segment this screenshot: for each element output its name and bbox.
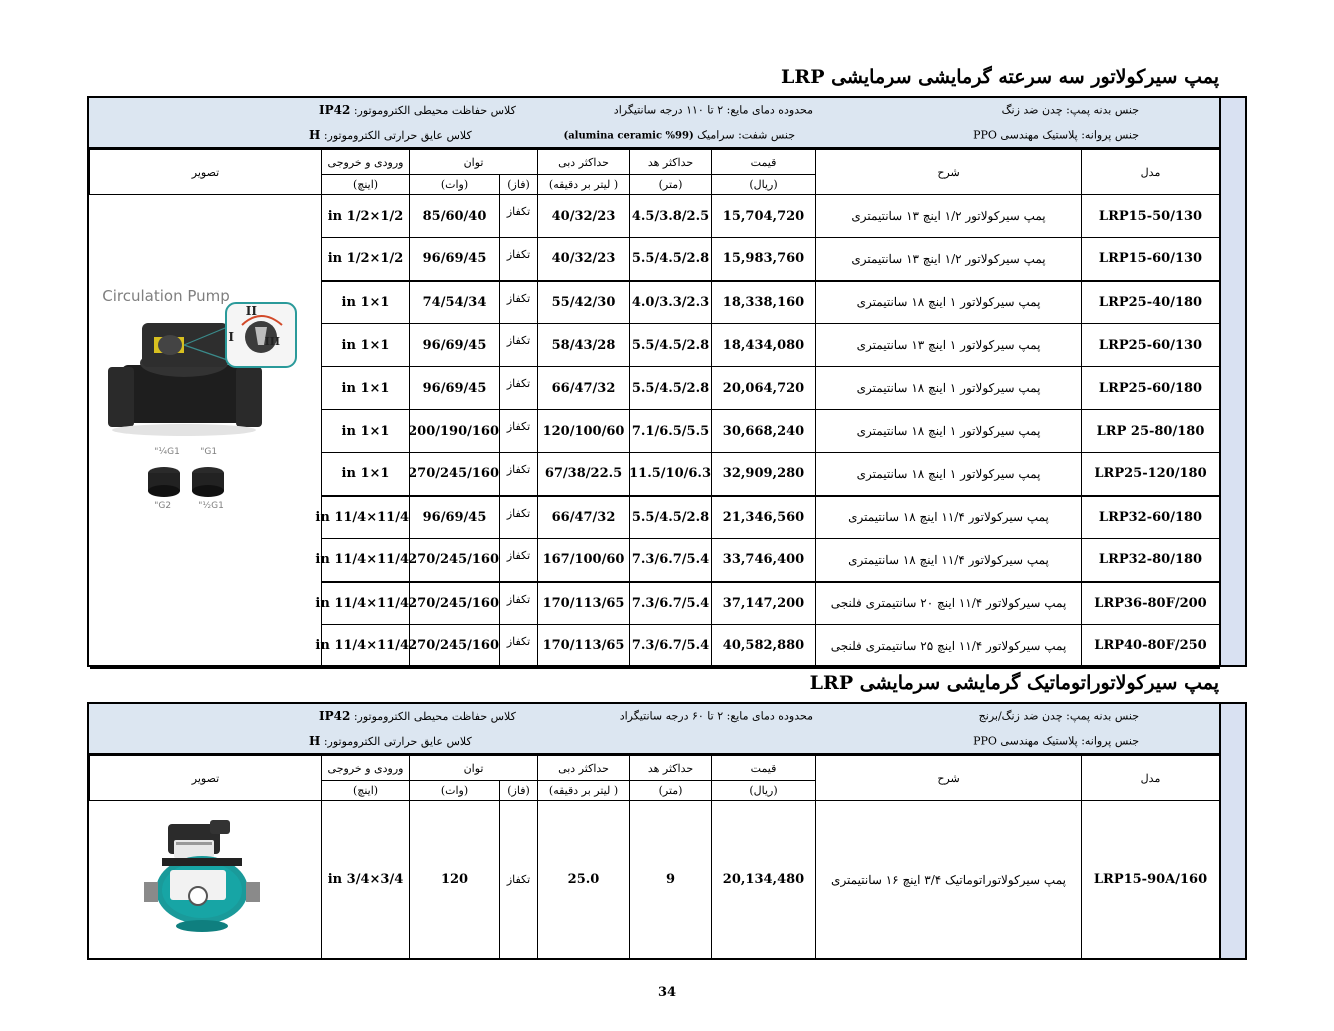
header-io-unit: (اینچ) — [322, 175, 410, 195]
pump-drawing — [92, 195, 318, 535]
io-cell: 1/2×1/2 in — [322, 238, 410, 281]
head-cell: 7.3/6.7/5.4 — [630, 625, 712, 668]
header-power-unit-2: (وات) — [410, 781, 500, 801]
shaft-material-value: (alumina ceramic %99) — [563, 130, 694, 141]
head-cell: 9 — [630, 801, 712, 959]
impeller-material-2: جنس پروانه: پلاستیک مهندسی PPO — [973, 734, 1139, 747]
auto-pump-image — [140, 818, 270, 938]
phase-cell: تکفاز — [500, 367, 538, 410]
head-cell: 7.3/6.7/5.4 — [630, 539, 712, 582]
section1-info-row1 — [89, 98, 1219, 123]
section2-info-row1 — [89, 704, 1219, 729]
flow-cell: 67/38/22.5 — [538, 453, 630, 496]
price-cell: 18,434,080 — [712, 324, 816, 367]
head-cell: 7.3/6.7/5.4 — [630, 582, 712, 625]
insulation-class-2 — [309, 734, 472, 748]
section1-sidebar — [1219, 98, 1245, 665]
model-cell: LRP40-80F/250 — [1082, 625, 1220, 668]
svg-text:III: III — [264, 335, 281, 348]
phase-cell: تکفاز — [500, 625, 538, 668]
protection-class-value: IP42 — [319, 103, 351, 117]
phase-cell: تکفاز — [500, 582, 538, 625]
header-phase-unit-2: (فاز) — [500, 781, 538, 801]
body-material-2: جنس بدنه پمپ: چدن ضد زنگ/برنج — [978, 709, 1139, 723]
price-cell: 20,134,480 — [712, 801, 816, 959]
protection-class-value-2: IP42 — [319, 709, 351, 723]
header-price-2: قیمت — [712, 756, 816, 781]
phase-cell: تکفاز — [500, 496, 538, 539]
price-cell: 30,668,240 — [712, 410, 816, 453]
section1-price-table — [89, 149, 1220, 669]
header-description: شرح — [816, 150, 1082, 195]
flow-cell: 40/32/23 — [538, 195, 630, 238]
flow-cell: 40/32/23 — [538, 238, 630, 281]
fitting-label-g1-quarter: G1¼" — [154, 447, 180, 457]
price-cell: 20,064,720 — [712, 367, 816, 410]
phase-cell: تکفاز — [500, 801, 538, 959]
io-cell: 1×1 in — [322, 324, 410, 367]
description-cell: پمپ سیرکولاتور ۱۱/۴ اینچ ۲۰ سانتیمتری فلنجی — [816, 582, 1082, 625]
product-image-cell — [90, 801, 322, 959]
header-io-2: ورودی و خروجی — [322, 756, 410, 781]
flow-cell: 25.0 — [538, 801, 630, 959]
table-row — [90, 195, 1220, 238]
body-material: جنس بدنه پمپ: چدن ضد زنگ — [1001, 103, 1139, 117]
description-cell: پمپ سیرکولاتوراتوماتیک ۳/۴ اینچ ۱۶ سانتیمتری — [816, 801, 1082, 959]
flow-cell: 170/113/65 — [538, 582, 630, 625]
model-cell: LRP25-120/180 — [1082, 453, 1220, 496]
power-cell: 270/245/160 — [410, 582, 500, 625]
fitting-label-g1: G1" — [200, 447, 218, 457]
model-cell: LRP32-80/180 — [1082, 539, 1220, 582]
shaft-material-label: جنس شفت: سرامیک — [697, 128, 795, 141]
io-cell: 3/4×3/4 in — [322, 801, 410, 959]
phase-cell: تکفاز — [500, 281, 538, 324]
model-cell: LRP15-50/130 — [1082, 195, 1220, 238]
power-cell: 270/245/160 — [410, 625, 500, 668]
head-cell: 7.1/6.5/5.5 — [630, 410, 712, 453]
section1-info-row2 — [89, 122, 1219, 149]
head-cell: 11.5/10/6.3 — [630, 453, 712, 496]
protection-class-label: کلاس حفاظت محیطی الکتروموتور: — [353, 104, 516, 117]
io-cell: 1/2×1/2 in — [322, 195, 410, 238]
head-cell: 5.5/4.5/2.8 — [630, 367, 712, 410]
header-power-unit: (وات) — [410, 175, 500, 195]
liquid-temp-range-2: محدوده دمای مایع: ۲ تا ۶۰ درجه سانتیگراد — [619, 709, 813, 723]
description-cell: پمپ سیرکولاتور ۱ اینچ ۱۸ سانتیمتری — [816, 281, 1082, 324]
impeller-material: جنس پروانه: پلاستیک مهندسی PPO — [973, 128, 1139, 141]
price-cell: 15,983,760 — [712, 238, 816, 281]
phase-cell: تکفاز — [500, 195, 538, 238]
section1-table-frame — [87, 96, 1247, 667]
section2-table-frame — [87, 702, 1247, 960]
flow-cell: 66/47/32 — [538, 496, 630, 539]
power-cell: 120 — [410, 801, 500, 959]
phase-cell: تکفاز — [500, 410, 538, 453]
table-row — [90, 801, 1220, 959]
header-power-2: توان — [410, 756, 538, 781]
power-cell: 96/69/45 — [410, 367, 500, 410]
description-cell: پمپ سیرکولاتور ۱۱/۴ اینچ ۱۸ سانتیمتری — [816, 496, 1082, 539]
header-head-unit-2: (متر) — [630, 781, 712, 801]
circulation-pump-illustration — [92, 195, 318, 535]
phase-cell: تکفاز — [500, 453, 538, 496]
price-cell: 18,338,160 — [712, 281, 816, 324]
power-cell: 270/245/160 — [410, 539, 500, 582]
header-model-2: مدل — [1082, 756, 1220, 801]
power-cell: 96/69/45 — [410, 496, 500, 539]
model-cell: LRP15-90A/160 — [1082, 801, 1220, 959]
fitting-label-g1-half: G1½" — [198, 501, 224, 511]
io-cell: 11/4×11/4 in — [322, 582, 410, 625]
svg-text:I: I — [228, 330, 235, 344]
header-flow-2: حداکثر دبی — [538, 756, 630, 781]
flow-cell: 120/100/60 — [538, 410, 630, 453]
model-cell: LRP25-60/130 — [1082, 324, 1220, 367]
header-price-unit-2: (ریال) — [712, 781, 816, 801]
header-image-2: تصویر — [90, 756, 322, 801]
page-number: 34 — [657, 985, 677, 1000]
price-cell: 15,704,720 — [712, 195, 816, 238]
power-cell: 200/190/160 — [410, 410, 500, 453]
description-cell: پمپ سیرکولاتور ۱۱/۴ اینچ ۱۸ سانتیمتری — [816, 539, 1082, 582]
head-cell: 5.5/4.5/2.8 — [630, 324, 712, 367]
phase-cell: تکفاز — [500, 539, 538, 582]
description-cell: پمپ سیرکولاتور ۱ اینچ ۱۸ سانتیمتری — [816, 453, 1082, 496]
power-cell: 96/69/45 — [410, 324, 500, 367]
price-cell: 37,147,200 — [712, 582, 816, 625]
header-image: تصویر — [90, 150, 322, 195]
description-cell: پمپ سیرکولاتور ۱ اینچ ۱۸ سانتیمتری — [816, 410, 1082, 453]
svg-text:II: II — [246, 304, 258, 318]
insulation-class-value: H — [309, 127, 321, 142]
header-io-unit-2: (اینچ) — [322, 781, 410, 801]
io-cell: 11/4×11/4 in — [322, 539, 410, 582]
header-model: مدل — [1082, 150, 1220, 195]
header-power: توان — [410, 150, 538, 175]
flow-cell: 66/47/32 — [538, 367, 630, 410]
header-head: حداکثر هد — [630, 150, 712, 175]
protection-class-2 — [319, 709, 516, 723]
io-cell: 1×1 in — [322, 453, 410, 496]
model-cell: LRP 25-80/180 — [1082, 410, 1220, 453]
model-cell: LRP25-60/180 — [1082, 367, 1220, 410]
flow-cell: 170/113/65 — [538, 625, 630, 668]
section1-title: پمپ سیرکولاتور سه سرعته گرمایشی سرمایشی LRP — [781, 66, 1219, 88]
header-flow-unit-2: ( لیتر بر دقیقه) — [538, 781, 630, 801]
head-cell: 4.5/3.8/2.5 — [630, 195, 712, 238]
head-cell: 4.0/3.3/2.3 — [630, 281, 712, 324]
price-cell: 32,909,280 — [712, 453, 816, 496]
power-cell: 85/60/40 — [410, 195, 500, 238]
header-price-unit: (ریال) — [712, 175, 816, 195]
io-cell: 1×1 in — [322, 281, 410, 324]
insulation-class-label-2: کلاس عایق حرارتی الکتروموتور: — [323, 734, 472, 748]
liquid-temp-range: محدوده دمای مایع: ۲ تا ۱۱۰ درجه سانتیگراد — [613, 103, 813, 117]
head-cell: 5.5/4.5/2.8 — [630, 496, 712, 539]
fitting-label-g2: G2" — [154, 501, 172, 511]
insulation-class-label: کلاس عایق حرارتی الکتروموتور: — [323, 128, 472, 142]
shaft-material — [563, 128, 795, 141]
power-cell: 270/245/160 — [410, 453, 500, 496]
flow-cell: 167/100/60 — [538, 539, 630, 582]
price-cell: 33,746,400 — [712, 539, 816, 582]
description-cell: پمپ سیرکولاتور ۱/۲ اینچ ۱۳ سانتیمتری — [816, 238, 1082, 281]
section2-info-row2 — [89, 728, 1219, 755]
header-phase-unit: (فاز) — [500, 175, 538, 195]
io-cell: 1×1 in — [322, 410, 410, 453]
model-cell: LRP36-80F/200 — [1082, 582, 1220, 625]
header-description-2: شرح — [816, 756, 1082, 801]
insulation-class-value-2: H — [309, 733, 321, 748]
header-flow-unit: ( لیتر بر دقیقه) — [538, 175, 630, 195]
header-head-unit: (متر) — [630, 175, 712, 195]
io-cell: 11/4×11/4 in — [322, 496, 410, 539]
section2-price-table — [89, 755, 1220, 959]
pump-caption: Circulation Pump — [102, 287, 230, 305]
model-cell: LRP15-60/130 — [1082, 238, 1220, 281]
description-cell: پمپ سیرکولاتور ۱/۲ اینچ ۱۳ سانتیمتری — [816, 195, 1082, 238]
io-cell: 11/4×11/4 in — [322, 625, 410, 668]
section2-sidebar — [1219, 704, 1245, 958]
model-cell: LRP32-60/180 — [1082, 496, 1220, 539]
flow-cell: 55/42/30 — [538, 281, 630, 324]
description-cell: پمپ سیرکولاتور ۱ اینچ ۱۸ سانتیمتری — [816, 367, 1082, 410]
insulation-class — [309, 128, 472, 142]
protection-class-label-2: کلاس حفاظت محیطی الکتروموتور: — [353, 710, 516, 723]
header-price: قیمت — [712, 150, 816, 175]
power-cell: 74/54/34 — [410, 281, 500, 324]
header-flow: حداکثر دبی — [538, 150, 630, 175]
phase-cell: تکفاز — [500, 238, 538, 281]
flow-cell: 58/43/28 — [538, 324, 630, 367]
description-cell: پمپ سیرکولاتور ۱۱/۴ اینچ ۲۵ سانتیمتری فلنجی — [816, 625, 1082, 668]
header-io: ورودی و خروجی — [322, 150, 410, 175]
price-cell: 21,346,560 — [712, 496, 816, 539]
model-cell: LRP25-40/180 — [1082, 281, 1220, 324]
io-cell: 1×1 in — [322, 367, 410, 410]
product-image-cell — [90, 195, 322, 668]
section2-title: پمپ سیرکولاتوراتوماتیک گرمایشی سرمایشی LRP — [809, 672, 1219, 694]
head-cell: 5.5/4.5/2.8 — [630, 238, 712, 281]
phase-cell: تکفاز — [500, 324, 538, 367]
protection-class — [319, 103, 516, 117]
power-cell: 96/69/45 — [410, 238, 500, 281]
header-head-2: حداکثر هد — [630, 756, 712, 781]
description-cell: پمپ سیرکولاتور ۱ اینچ ۱۳ سانتیمتری — [816, 324, 1082, 367]
price-cell: 40,582,880 — [712, 625, 816, 668]
